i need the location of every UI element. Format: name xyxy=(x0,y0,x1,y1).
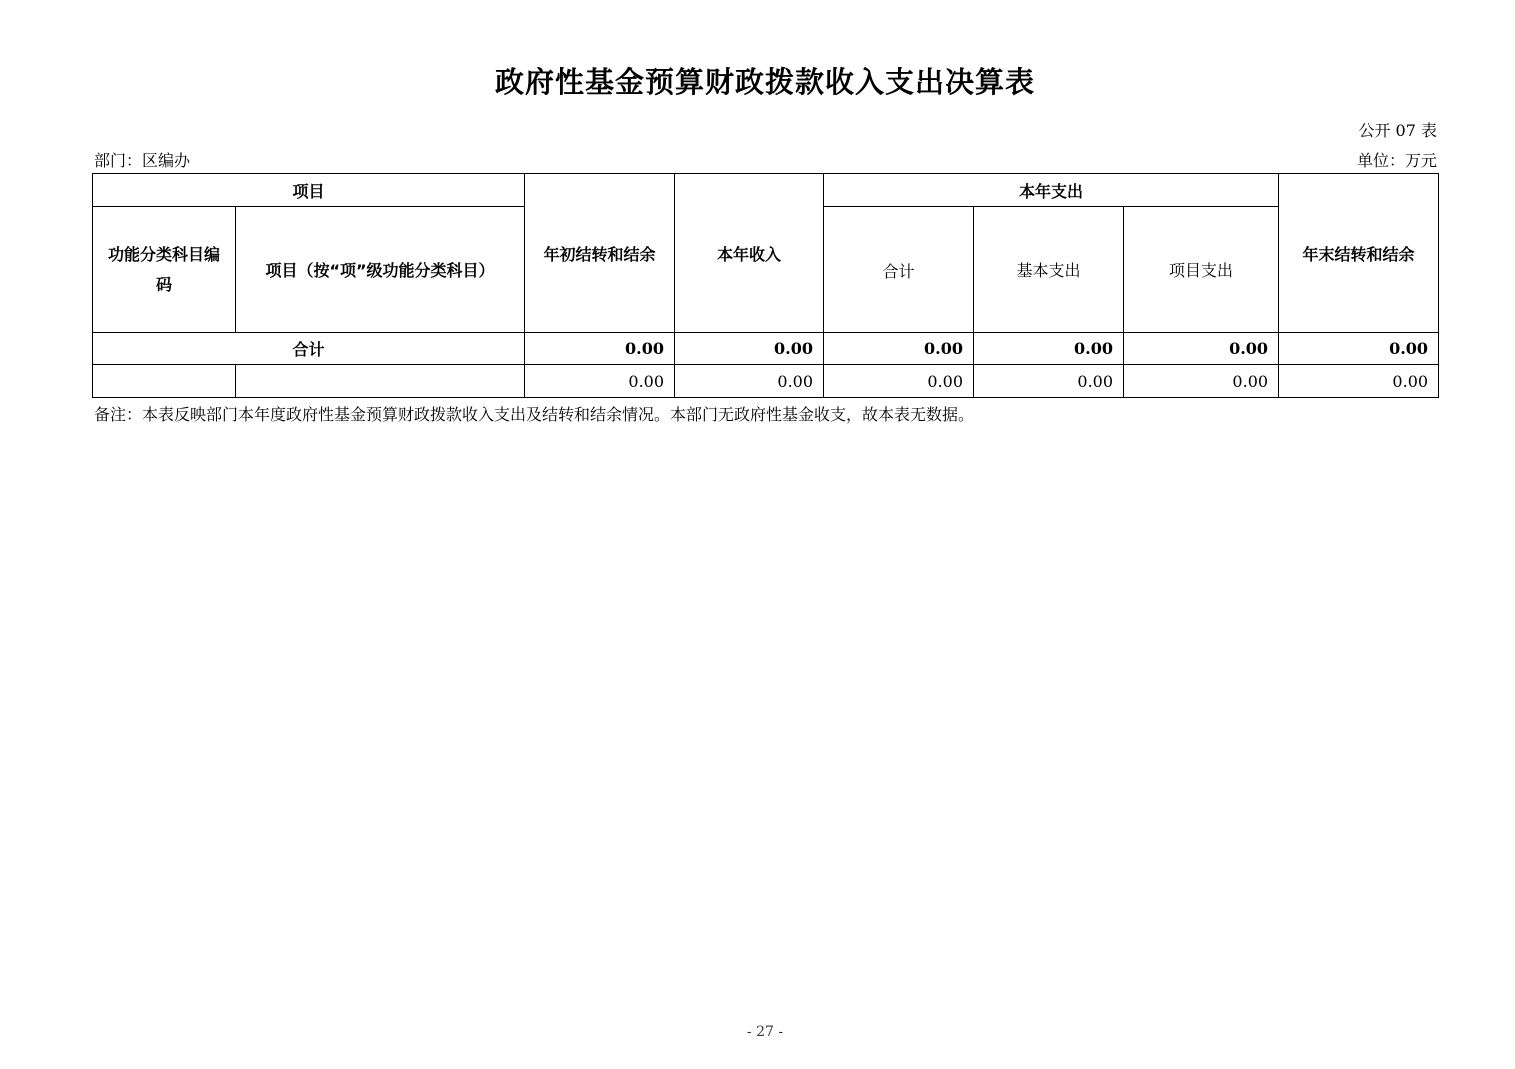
row-exp-basic: 0.00 xyxy=(974,365,1124,398)
page-title: 政府性基金预算财政拨款收入支出决算表 xyxy=(494,65,1035,99)
header-exp-basic: 基本支出 xyxy=(974,207,1124,333)
page-number: - 27 - xyxy=(746,1024,784,1040)
footnote: 备注：本表反映部门本年度政府性基金预算财政拨款收入支出及结转和结余情况。本部门无政府性基金收支，故本表无数据。 xyxy=(94,405,975,424)
header-func-code: 功能分类科目编码 xyxy=(93,207,236,333)
header-project: 项目 xyxy=(93,174,525,207)
total-exp-total: 0.00 xyxy=(824,333,974,365)
total-income: 0.00 xyxy=(675,333,824,365)
row-exp-project: 0.00 xyxy=(1124,365,1279,398)
row-income: 0.00 xyxy=(675,365,824,398)
row-exp-total: 0.00 xyxy=(824,365,974,398)
row-name xyxy=(236,365,525,398)
total-exp-project: 0.00 xyxy=(1124,333,1279,365)
row-code xyxy=(93,365,236,398)
header-row-1 xyxy=(93,174,1439,207)
header-income: 本年收入 xyxy=(675,174,824,333)
total-exp-basic: 0.00 xyxy=(974,333,1124,365)
budget-table xyxy=(92,173,1439,398)
department-label: 部门：区编办 xyxy=(94,151,191,170)
header-exp-total: 合计 xyxy=(824,207,974,333)
table-number: 公开 07 表 xyxy=(1358,121,1437,140)
table-row xyxy=(93,365,1439,398)
total-end-balance: 0.00 xyxy=(1279,333,1439,365)
total-row xyxy=(93,333,1439,365)
header-expenditure: 本年支出 xyxy=(824,174,1279,207)
total-label: 合计 xyxy=(93,333,525,365)
row-begin-balance: 0.00 xyxy=(525,365,675,398)
row-end-balance: 0.00 xyxy=(1279,365,1439,398)
total-begin-balance: 0.00 xyxy=(525,333,675,365)
header-exp-project: 项目支出 xyxy=(1124,207,1279,333)
header-begin-balance: 年初结转和结余 xyxy=(525,174,675,333)
unit-label: 单位：万元 xyxy=(1356,151,1437,170)
header-project-by-func: 项目（按“项”级功能分类科目） xyxy=(236,207,525,333)
header-end-balance: 年末结转和结余 xyxy=(1279,174,1439,333)
